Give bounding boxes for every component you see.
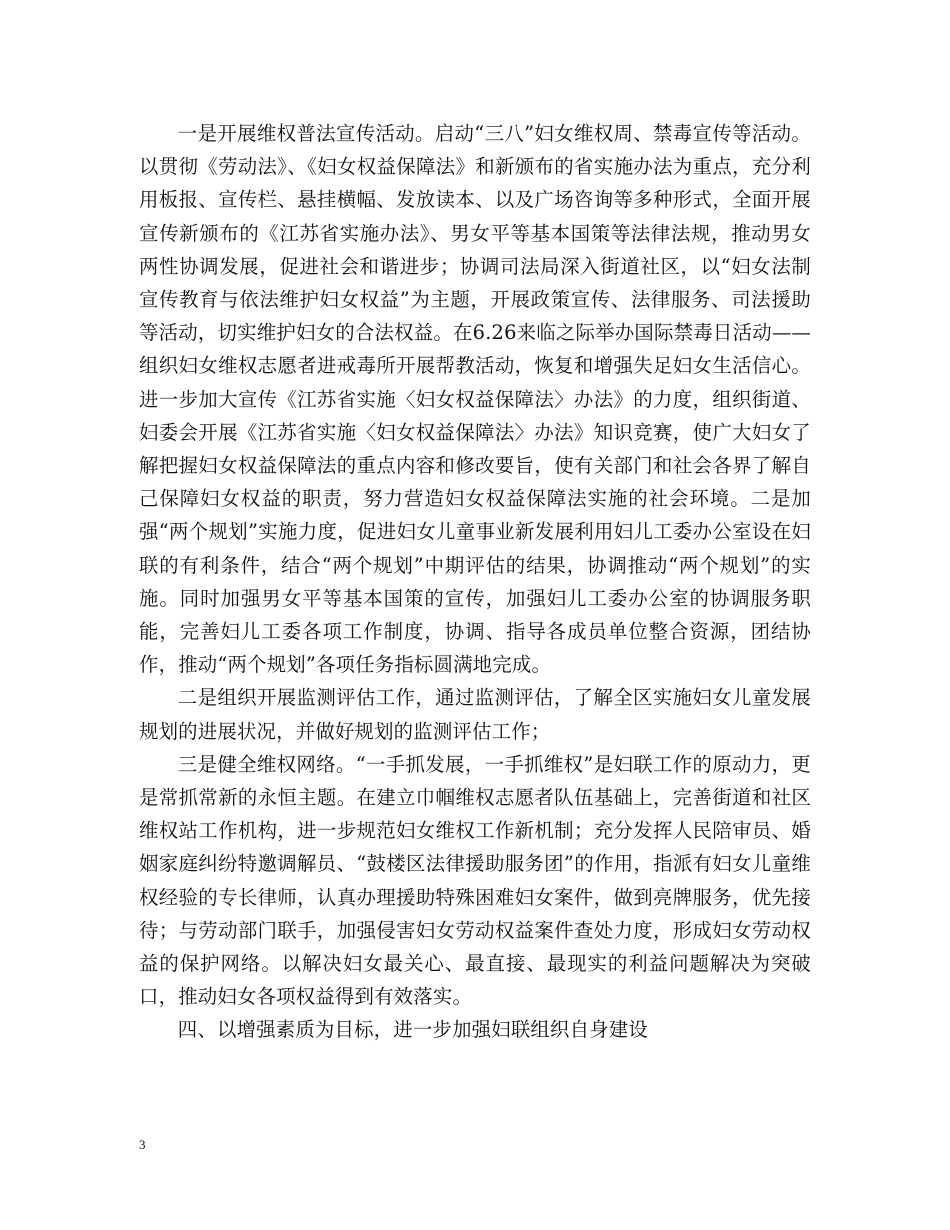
section-heading-self-construction: 四、以增强素质为目标，进一步加强妇联组织自身建设 [177, 1018, 648, 1042]
paragraph-rights-publicity: 一是开展维权普法宣传活动。启动“三八”妇女维权周、禁毒宣传等活动。以贯彻《劳动法》、《妇女权益保障法》和新颁布的省实施办法为重点，充分利用板报、宣传栏、悬挂横幅、发放读本、以及广场咨询等多种形式，全面开展宣传新颁布的《江苏省实施办法》、男女平等基本国策等法律法规，推动男女两性协调发展，促进社会和谐进步；协调司法局深入街道社区，以“妇女法制宣传教育与依法维护妇女权益”为主题，开展政策宣传、法律服务、司法援助等活动，切实维护妇女的合法权益。在6.26来临之际举办国际禁毒日活动——组织妇女维权志愿者进戒毒所开展帮教活动，恢复和增强失足妇女生活信心。进一步加大宣传《江苏省实施〈妇女权益保障法〉办法》的力度，组织街道、妇委会开展《江苏省实施〈妇女权益保障法〉办法》知识竞赛，使广大妇女了解把握妇女权益保障法的重点内容和修改要旨，使有关部门和社会各界了解自己保障妇女权益的职责，努力营造妇女权益保障法实施的社会环境。二是加强“两个规划”实施力度，促进妇女儿童事业新发展利用妇儿工委办公室设在妇联的有利条件，结合“两个规划”中期评估的结果，协调推动“两个规划”的实施。同时加强男女平等基本国策的宣传，加强妇儿工委办公室的协调服务职能，完善妇儿工委各项工作制度，协调、指导各成员单位整合资源，团结协作，推动“两个规划”各项任务指标圆满地完成。 [139, 122, 811, 677]
page-number: 3 [139, 1137, 146, 1152]
document-body [139, 117, 811, 1047]
paragraph-rights-network: 三是健全维权网络。“一手抓发展，一手抓维权”是妇联工作的原动力，更是常抓常新的永恒主题。在建立巾帼维权志愿者队伍基础上，完善街道和社区维权站工作机构，进一步规范妇女维权工作新机制；充分发挥人民陪审员、婚姻家庭纠纷特邀调解员、“鼓楼区法律援助服务团”的作用，指派有妇女儿童维权经验的专长律师，认真办理援助特殊困难妇女案件，做到亮牌服务，优先接待；与劳动部门联手，加强侵害妇女劳动权益案件查处力度，形成妇女劳动权益的保护网络。以解决妇女最关心、最直接、最现实的利益问题解决为突破口，推动妇女各项权益得到有效落实。 [139, 752, 811, 1009]
paragraph-monitoring-evaluation: 二是组织开展监测评估工作，通过监测评估，了解全区实施妇女儿童发展规划的进展状况，并做好规划的监测评估工作； [139, 686, 811, 743]
